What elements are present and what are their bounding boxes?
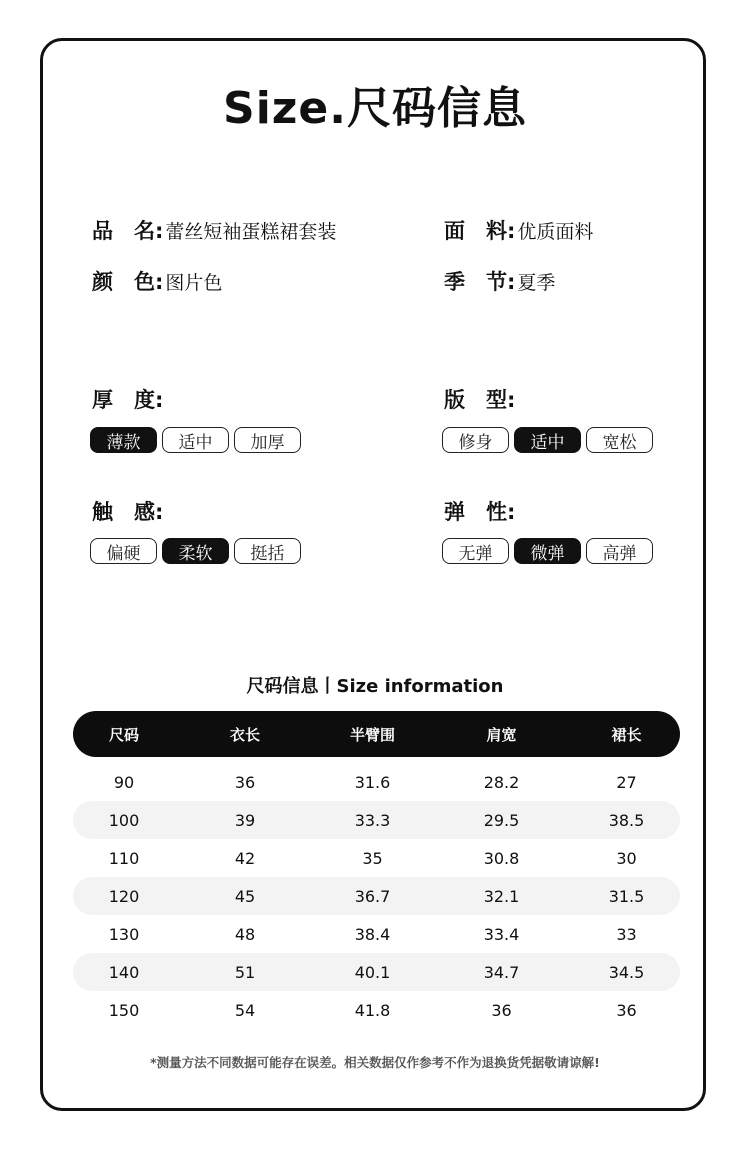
size-table-header — [73, 711, 680, 757]
page-title: Size.尺码信息 — [223, 83, 527, 134]
table-cell: 30 — [616, 848, 637, 868]
header-cell: 肩宽 — [486, 725, 517, 744]
table-cell: 48 — [234, 924, 256, 944]
table-cell: 34.5 — [608, 962, 645, 982]
thickness-option: 适中 — [162, 427, 229, 453]
table-cell: 31.5 — [608, 886, 645, 906]
header-cell: 衣长 — [229, 725, 260, 744]
elasticity-option: 高弹 — [586, 538, 653, 564]
table-cell: 36 — [234, 772, 256, 792]
header-cell: 尺码 — [108, 725, 139, 744]
elasticity-options — [442, 538, 653, 564]
info-fabric — [444, 215, 593, 245]
thickness-option: 加厚 — [234, 427, 301, 453]
table-row — [73, 763, 680, 801]
table-cell: 42 — [234, 848, 256, 868]
table-cell: 150 — [108, 1000, 140, 1020]
table-row — [73, 915, 680, 953]
table-cell: 51 — [234, 962, 256, 982]
table-cell: 130 — [108, 924, 140, 944]
table-row — [73, 801, 680, 839]
table-cell: 29.5 — [483, 810, 520, 830]
info-color — [92, 266, 222, 296]
header-cell: 裙长 — [611, 725, 642, 744]
info-season — [444, 266, 555, 296]
fit-label: 版 型: — [444, 388, 516, 412]
size-table-title: 尺码信息丨Size information — [246, 676, 504, 697]
fabric-value: 优质面料 — [517, 220, 594, 243]
thickness-option: 薄款 — [90, 427, 157, 453]
table-cell: 90 — [113, 772, 135, 792]
season-label: 季 节: — [444, 270, 516, 294]
table-cell: 120 — [108, 886, 140, 906]
touch-option: 偏硬 — [90, 538, 157, 564]
table-row — [73, 839, 680, 877]
table-cell: 33.3 — [354, 810, 391, 830]
fabric-label: 面 料: — [444, 219, 516, 243]
product-name-value: 蕾丝短袖蛋糕裙套装 — [165, 220, 337, 243]
fit-options — [442, 427, 653, 453]
table-cell: 54 — [234, 1000, 256, 1020]
disclaimer-note: *测量方法不同数据可能存在误差。相关数据仅作参考不作为退换货凭据敬请谅解! — [150, 1055, 600, 1070]
table-cell: 33.4 — [483, 924, 520, 944]
table-cell: 38.5 — [608, 810, 645, 830]
touch-option: 柔软 — [162, 538, 229, 564]
table-cell: 38.4 — [354, 924, 391, 944]
table-row — [73, 877, 680, 915]
fit-option: 修身 — [442, 427, 509, 453]
touch-options — [90, 538, 301, 564]
table-cell: 41.8 — [354, 1000, 391, 1020]
color-label: 颜 色: — [92, 270, 164, 294]
thickness-label: 厚 度: — [92, 388, 164, 412]
table-cell: 140 — [108, 962, 140, 982]
table-cell: 36 — [491, 1000, 512, 1020]
table-cell: 36.7 — [354, 886, 391, 906]
elasticity-option: 无弹 — [442, 538, 509, 564]
product-name-label: 品 名: — [92, 219, 164, 243]
fit-option: 适中 — [514, 427, 581, 453]
touch-option: 挺括 — [234, 538, 301, 564]
header-cell: 半臂围 — [349, 725, 395, 744]
table-cell: 32.1 — [483, 886, 520, 906]
table-cell: 35 — [362, 848, 383, 868]
table-cell: 27 — [616, 772, 637, 792]
touch-label: 触 感: — [92, 500, 164, 524]
table-cell: 110 — [108, 848, 140, 868]
fit-option: 宽松 — [586, 427, 653, 453]
table-cell: 45 — [234, 886, 256, 906]
color-value: 图片色 — [165, 271, 223, 294]
elasticity-label: 弹 性: — [444, 500, 516, 524]
season-value: 夏季 — [517, 271, 556, 294]
table-cell: 34.7 — [483, 962, 520, 982]
table-cell: 33 — [616, 924, 637, 944]
table-cell: 36 — [616, 1000, 637, 1020]
table-cell: 100 — [108, 810, 140, 830]
table-cell: 30.8 — [483, 848, 520, 868]
table-row — [73, 991, 680, 1029]
elasticity-option: 微弹 — [514, 538, 581, 564]
info-product-name — [92, 215, 336, 245]
table-cell: 31.6 — [354, 772, 391, 792]
table-cell: 39 — [234, 810, 256, 830]
table-cell: 28.2 — [483, 772, 520, 792]
table-cell: 40.1 — [354, 962, 391, 982]
thickness-options — [90, 427, 301, 453]
table-row — [73, 953, 680, 991]
